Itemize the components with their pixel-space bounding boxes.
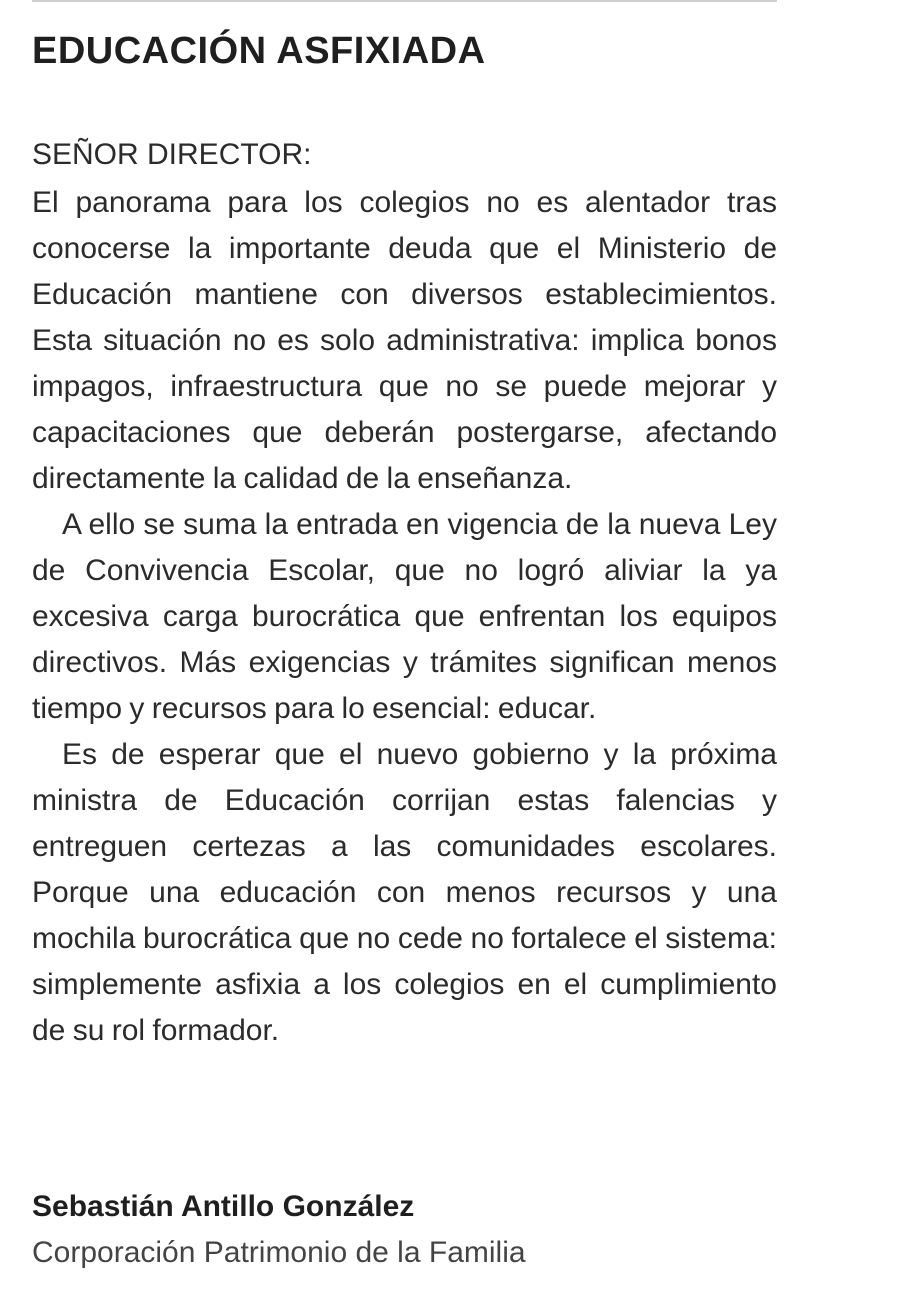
author-name: Sebastián Antillo González <box>32 1190 415 1223</box>
letter-to-editor <box>32 0 777 1308</box>
headline: EDUCACIÓN ASFIXIADA <box>32 30 486 72</box>
letter-body <box>32 180 777 1054</box>
paragraph-2: A ello se suma la entrada en vigencia de la nueva Ley de Convivencia Escolar, que no logró aliviar la ya excesiva carga burocrática que enfrentan los equipos directivos. Más exigencias y trámites significan menos tiempo y recursos para lo esencial: educar. <box>32 508 777 725</box>
salutation: SEÑOR DIRECTOR: <box>32 138 312 171</box>
paragraph-1: El panorama para los colegios no es alentador tras conocerse la importante deuda que el Ministerio de Educación mantiene con diversos establecimientos. Esta situación no es solo administrativa: implica bonos impagos, infraestructura que no se puede mejorar y capacitaciones que deberán postergarse, afectando directamente la calidad de la enseñanza. <box>32 186 777 495</box>
author-organization: Corporación Patrimonio de la Familia <box>32 1236 526 1269</box>
paragraph-3: Es de esperar que el nuevo gobierno y la próxima ministra de Educación corrijan estas falencias y entreguen certezas a las comunidades escolares. Porque una educación con menos recursos y una mochila burocrática que no cede no fortalece el sistema: simplemente asfixia a los colegios en el cumplimiento de su rol formador. <box>32 738 777 1047</box>
top-divider <box>32 0 777 2</box>
